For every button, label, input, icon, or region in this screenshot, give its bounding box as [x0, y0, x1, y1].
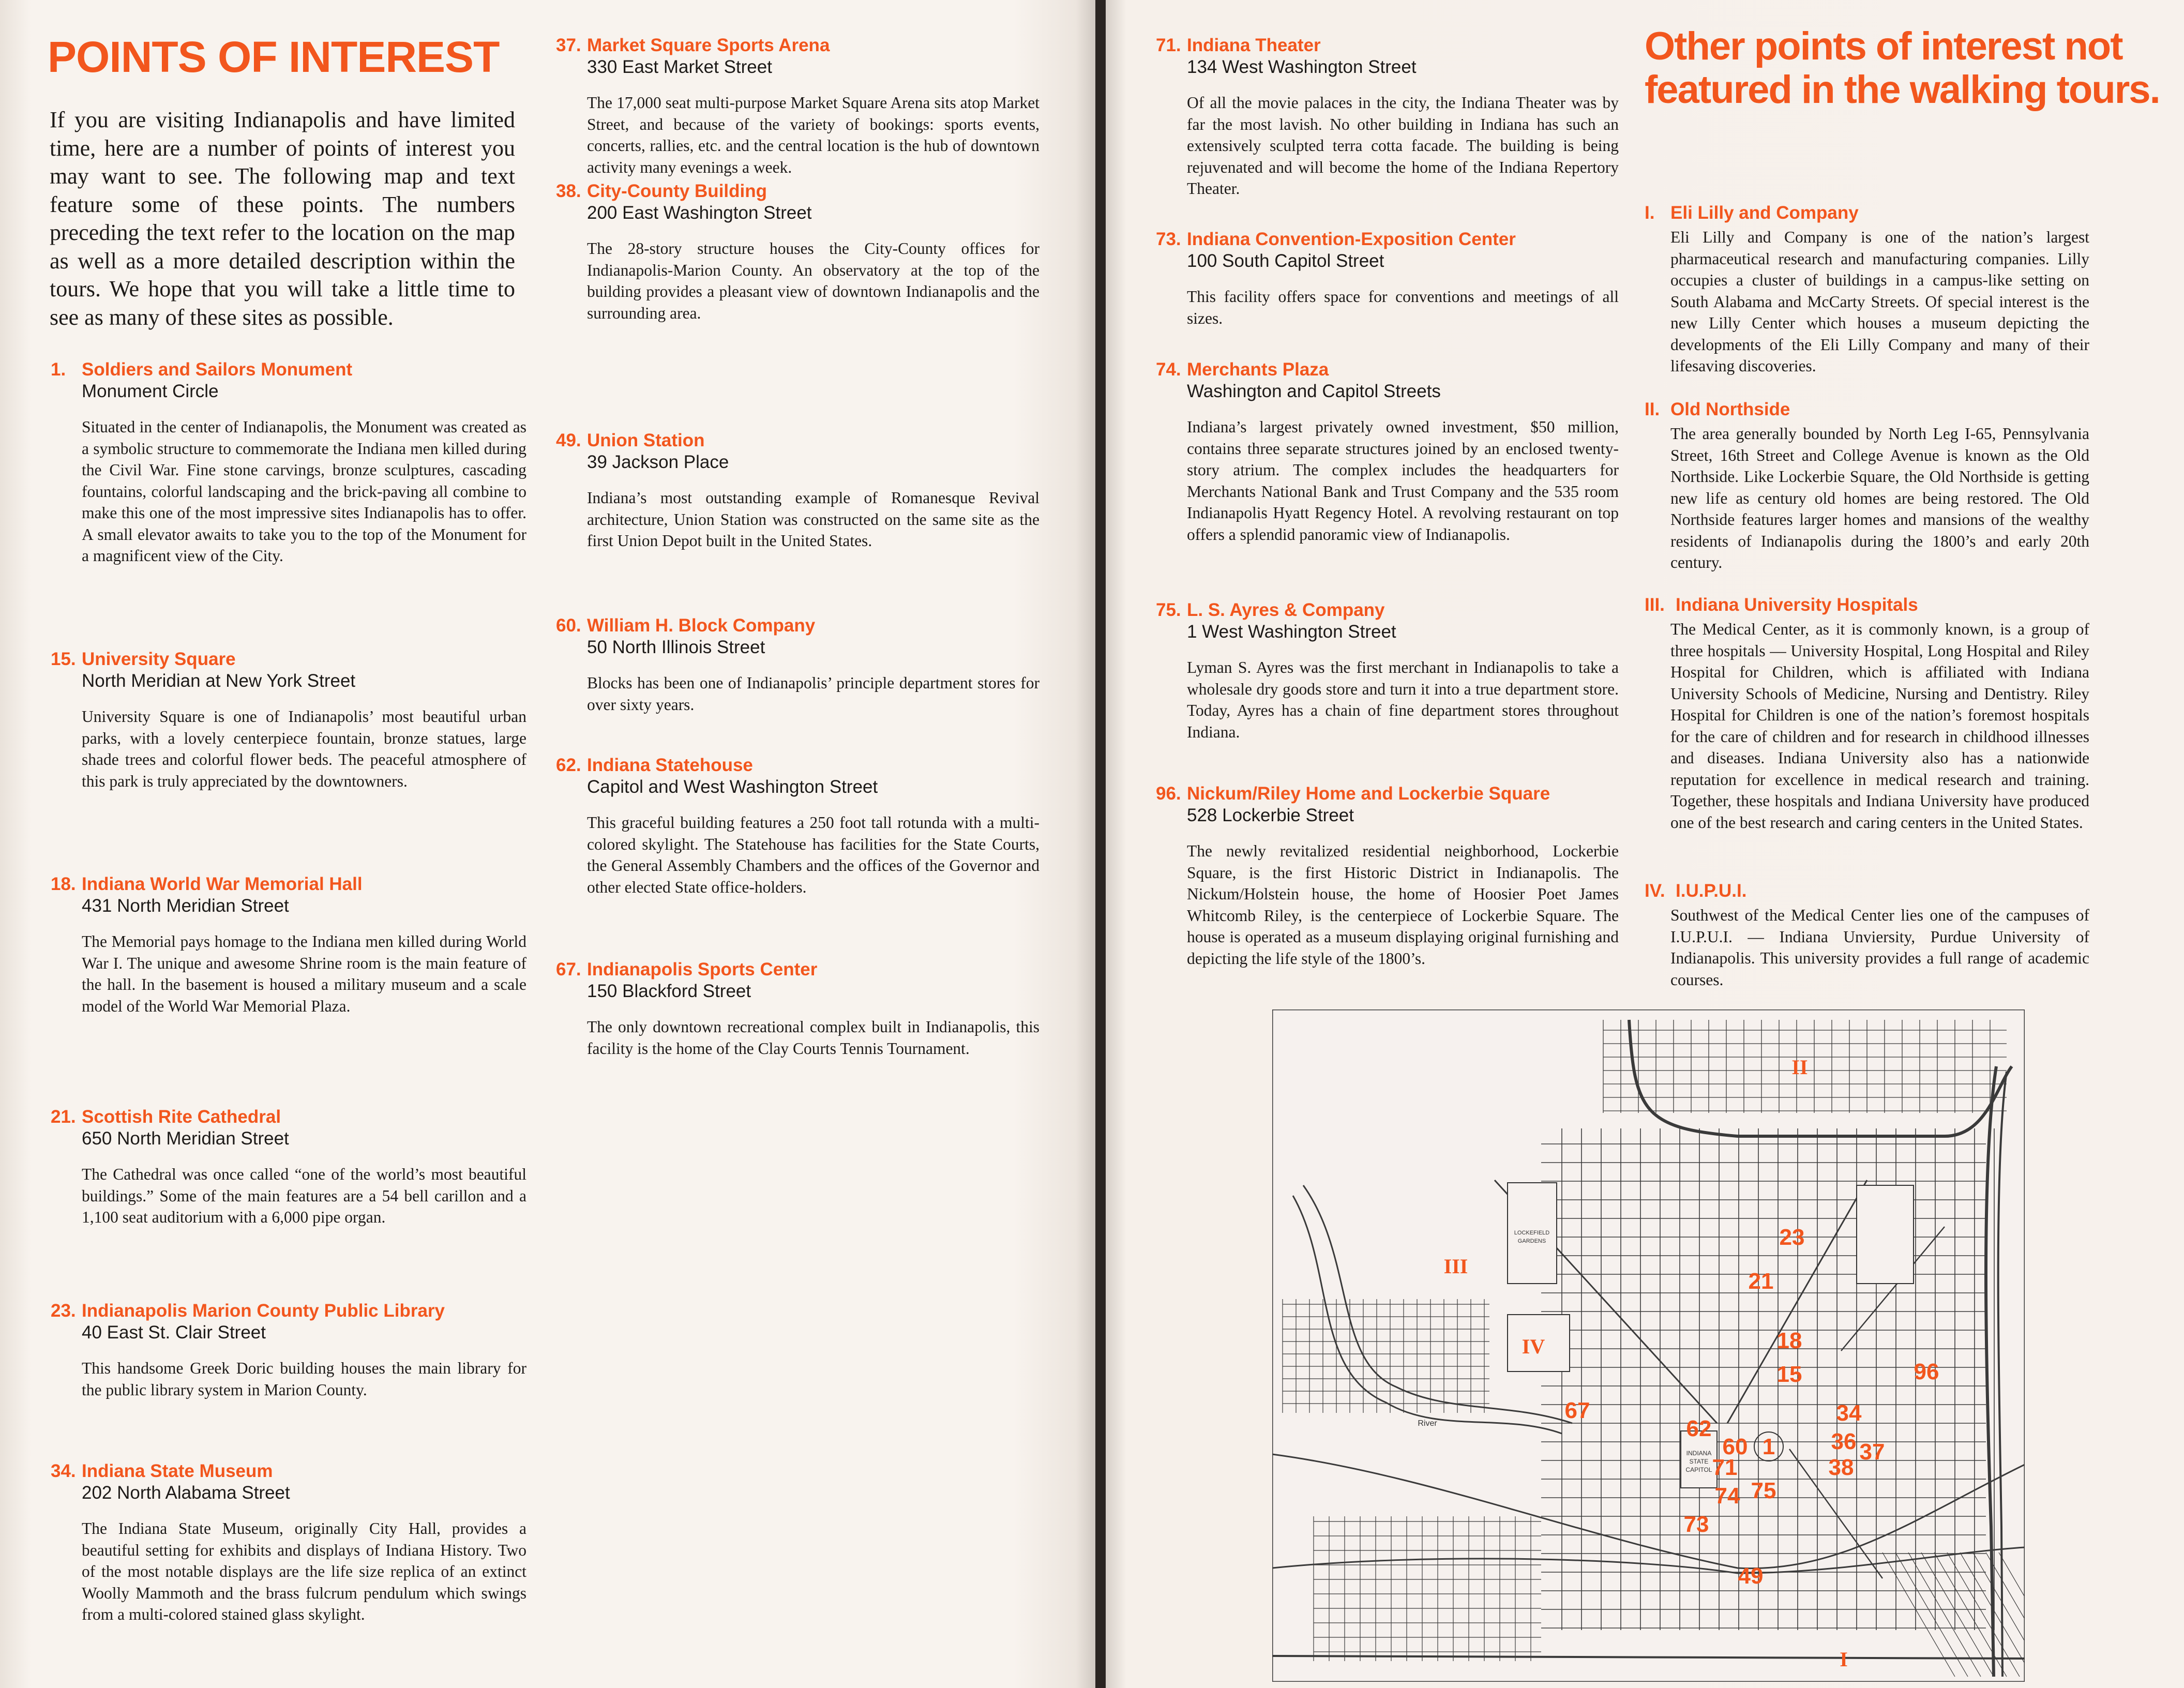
poi-description: Eli Lilly and Company is one of the nation’s largest pharmaceutical research and manufacturing companies. Lilly occupies a cluster of buildings in a campus-like setting on South Alabama and McCarty Streets. Of special interest is the new Lilly Center which houses a museum depicting the developments of the Eli Lilly Company and many of their lifesaving discoveries. [1670, 228, 2089, 375]
poi-description: Indiana’s largest privately owned investment, $50 million, contains three separate structures joined by an enclosed twenty-story atrium. The complex includes the headquarters for Merchants National Bank and Trust Company and the 535 room Indianapolis Hyatt Regency Hotel. A revolving restaurant on top offers a splendid panoramic view of Indianapolis. [1187, 418, 1619, 544]
railroad [1272, 1547, 2025, 1573]
poi-name: Soldiers and Sailors Monument [82, 359, 353, 380]
poi-description: The newly revitalized residential neighborhood, Lockerbie Square, is the first Historic District in Indianapolis. The Nickum/Holstein house, the home of Hoosier Poet James Whitcomb Riley, is the centerpiece of Lockerbie Square. The house is operated as a museum displaying original furnishing and depicting the life style of the 1800’s. [1187, 842, 1619, 968]
poi-name: I.U.P.U.I. [1676, 881, 1747, 901]
poi-description: The 17,000 seat multi-purpose Market Square Arena sits atop Market Street, and because of the variety of bookings: sports events, concerts, rallies, etc. and the central location is the hub of downtown activity many evenings a week. [587, 94, 1040, 176]
interstate-north [1629, 1020, 2012, 1136]
poi-number: 73. [1156, 229, 1181, 249]
poi-name: Indiana Theater [1187, 35, 1321, 55]
poi-address: 650 North Meridian Street [82, 1128, 289, 1149]
poi-entry [556, 35, 1040, 178]
poi-address: 330 East Market Street [587, 57, 772, 77]
poi-number: 96. [1156, 783, 1181, 804]
poi-address: Monument Circle [82, 381, 219, 401]
poi-entry [1156, 35, 1619, 200]
poi-description: Of all the movie palaces in the city, the Indiana Theater was by far the most lavish. No other building in Indiana has such an extensively sculpted terra cotta facade. The building is being rejuvenated and will become the home of the Indiana Repertory Theater. [1187, 94, 1619, 198]
map-marker-1: 1 [1762, 1434, 1775, 1459]
map-marker-34: 34 [1836, 1400, 1862, 1426]
poi-description: The Indiana State Museum, originally City Hall, provides a beautiful setting for exhibits and displays of Indiana History. Two of the most notable displays are the life size replica of an extinct Woolly Mammoth and the brass fulcrum pendulum which swings from a multi-colored stained glass skylight. [82, 1519, 526, 1623]
railroad [1272, 1454, 2025, 1569]
map-marker-75: 75 [1751, 1478, 1776, 1503]
poi-description: The Memorial pays homage to the Indiana men killed during World War I. The unique and awesome Shrine room is the main feature of the hall. In the basement is housed a military museum and a scale model of the World War Memorial Plaza. [82, 932, 526, 1015]
poi-number: 37. [556, 35, 581, 55]
capitol-label: INDIANA [1686, 1450, 1712, 1457]
poi-entry [51, 649, 526, 792]
other-points-title: Other points of interest not featured in the walking tours. [1645, 24, 2160, 112]
poi-name: Indiana World War Memorial Hall [82, 874, 363, 894]
map-marker-74: 74 [1714, 1483, 1740, 1509]
poi-name: Indiana State Museum [82, 1461, 273, 1481]
poi-address: 39 Jackson Place [587, 452, 729, 472]
poi-number: 21. [51, 1107, 76, 1127]
poi-address: 200 East Washington Street [587, 203, 812, 223]
poi-description: The only downtown recreational complex built in Indianapolis, this facility is the home of the Clay Courts Tennis Tournament. [587, 1018, 1040, 1058]
poi-number: 38. [556, 181, 581, 201]
map-roman-marker-II: II [1791, 1056, 1808, 1079]
poi-number: 60. [556, 615, 581, 636]
map-roman-marker-IV: IV [1522, 1335, 1545, 1358]
poi-number: 67. [556, 959, 581, 979]
poi-entry [51, 1301, 526, 1400]
poi-address: North Meridian at New York Street [82, 671, 356, 691]
poi-address: 528 Lockerbie Street [1187, 805, 1354, 825]
downtown-map [1272, 1009, 2025, 1682]
other-poi-entry [1645, 203, 2089, 377]
poi-address: Capitol and West Washington Street [587, 777, 878, 797]
map-marker-62: 62 [1686, 1416, 1712, 1441]
poi-number: IV. [1645, 881, 1665, 901]
poi-name: Indiana University Hospitals [1676, 595, 1918, 615]
poi-entry [1156, 600, 1619, 743]
map-marker-23: 23 [1779, 1225, 1805, 1250]
poi-name: Indianapolis Marion County Public Library [82, 1301, 445, 1321]
poi-name: Union Station [587, 430, 705, 450]
poi-entry [556, 755, 1040, 898]
poi-description: This graceful building features a 250 foot tall rotunda with a multi-colored skylight. The Statehouse has facilities for the State Courts, the General Assembly Chambers and the offices of the Governor and other elected State office-holders. [587, 813, 1040, 896]
map-marker-96: 96 [1914, 1359, 1939, 1384]
poi-description: Southwest of the Medical Center lies one of the campuses of I.U.P.U.I. — Indiana Unviersity, Purdue University of Indianapolis. This university provides a full range of academic courses. [1670, 906, 2089, 989]
gardens-label: LOCKEFIELD [1514, 1230, 1550, 1236]
map-marker-67: 67 [1564, 1398, 1590, 1423]
poi-name: Indianapolis Sports Center [587, 959, 818, 979]
poi-name: Indiana Statehouse [587, 755, 753, 775]
map-marker-49: 49 [1738, 1563, 1764, 1589]
poi-description: Indiana’s most outstanding example of Romanesque Revival architecture, Union Station was constructed on the same site as the first Union Depot built in the United States. [587, 489, 1040, 550]
poi-entry [556, 181, 1040, 324]
poi-description: The Cathedral was once called “one of the world’s most beautiful buildings.” Some of the main features are a 54 bell carillon and a 1,100 seat auditorium with a 6,000 pipe organ. [82, 1165, 526, 1226]
poi-number: 74. [1156, 359, 1181, 380]
book-gutter [1095, 0, 1106, 1688]
poi-number: 49. [556, 430, 581, 450]
map-marker-36: 36 [1831, 1429, 1857, 1454]
intro-paragraph: If you are visiting Indianapolis and have limited time, here are a number of points of interest you may want to see. The following map and text feature some of these points. The numbers preceding the text refer to the location on the map as well as a more detailed description within the tours. We hope that you will take a little time to see as many of these sites as possible. [50, 107, 515, 330]
page-title: POINTS OF INTEREST [48, 33, 500, 81]
poi-description: The area generally bounded by North Leg I-65, Pennsylvania Street, 16th Street and College Avenue is known as the Old Northside. Like Lockerbie Square, the Old Northside is getting new life as century old homes are being restored. The Old Northside features larger homes and mansions of the wealthy residents of Indianapolis during the 1800’s and early 20th century. [1670, 425, 2089, 571]
capitol-label: STATE [1689, 1458, 1709, 1465]
poi-address: 431 North Meridian Street [82, 896, 289, 916]
poi-description: This facility offers space for conventions and meetings of all sizes. [1187, 288, 1619, 327]
poi-name: Nickum/Riley Home and Lockerbie Square [1187, 783, 1550, 804]
poi-name: Merchants Plaza [1187, 359, 1329, 380]
poi-description: The Medical Center, as it is commonly known, is a group of three hospitals — University Hospital, Long Hospital and Riley Hospital for Children, which is affiliated with Indiana University Schools of Medicine, Nursing and Dentistry. Riley Hospital for Children is one of the nation’s foremost hospitals for the care of children and for research in childhood illnesses and diseases. Indiana University also has a nationwide reputation for excellence in medical research and training. Together, these hospitals and Indiana University have produced one of the best research and caring centers in the United States. [1670, 620, 2089, 832]
poi-number: 75. [1156, 600, 1181, 620]
poi-entry [1156, 359, 1619, 545]
capitol-label: CAPITOL [1685, 1466, 1712, 1473]
map-marker-60: 60 [1722, 1434, 1748, 1459]
poi-address: 202 North Alabama Street [82, 1483, 290, 1503]
map-marker-73: 73 [1683, 1512, 1709, 1537]
poi-entry [1156, 783, 1619, 969]
poi-entry [556, 615, 1040, 715]
other-poi-entry [1645, 881, 2089, 990]
poi-description: Lyman S. Ayres was the first merchant in Indianapolis to take a wholesale dry goods store and turn it into a true department store. Today, Ayres has a chain of fine department stores throughout Indiana. [1187, 658, 1619, 741]
poi-name: University Square [82, 649, 236, 669]
map-marker-71: 71 [1712, 1455, 1738, 1480]
poi-description: University Square is one of Indianapolis’ most beautiful urban parks, with a lovely centerpiece fountain, bronze statues, large shade trees and colorful flower beds. The peaceful atmosphere of this park is truly appreciated by the downtowners. [82, 707, 526, 790]
poi-name: City-County Building [587, 181, 767, 201]
map-marker-15: 15 [1776, 1362, 1802, 1387]
other-poi-entry [1645, 595, 2089, 833]
interstate-east [1986, 1066, 1996, 1677]
poi-number: 62. [556, 755, 581, 775]
poi-name: William H. Block Company [587, 615, 816, 636]
poi-entry [51, 1107, 526, 1228]
park-block [1857, 1185, 1914, 1284]
poi-number: III. [1645, 595, 1665, 615]
poi-entry [556, 959, 1040, 1059]
poi-number: 23. [51, 1301, 76, 1321]
poi-number: I. [1645, 203, 1655, 223]
poi-address: Washington and Capitol Streets [1187, 381, 1441, 401]
other-poi-entry [1645, 399, 2089, 574]
poi-name: Scottish Rite Cathedral [82, 1107, 281, 1127]
poi-name: Indiana Convention-Exposition Center [1187, 229, 1516, 249]
poi-name: Eli Lilly and Company [1670, 203, 1859, 223]
poi-address: 1 West Washington Street [1187, 622, 1396, 642]
poi-number: 71. [1156, 35, 1181, 55]
railroad [1272, 1656, 2025, 1659]
map-marker-18: 18 [1776, 1328, 1802, 1353]
street-map-graphic [1272, 1009, 2025, 1682]
poi-name: Old Northside [1670, 399, 1790, 419]
poi-number: 1. [51, 359, 66, 380]
poi-name: Market Square Sports Arena [587, 35, 830, 55]
poi-address: 40 East St. Clair Street [82, 1322, 266, 1343]
poi-description: The 28-story structure houses the City-County offices for Indianapolis-Marion County. An observatory at the top of the building provides a pleasant view of downtown Indianapolis and the surrounding area. [587, 239, 1040, 322]
map-marker-37: 37 [1859, 1439, 1885, 1465]
map-roman-marker-III: III [1443, 1255, 1468, 1278]
map-marker-21: 21 [1748, 1269, 1774, 1294]
poi-entry [51, 874, 526, 1017]
poi-address: 50 North Illinois Street [587, 637, 765, 657]
map-marker-38: 38 [1828, 1455, 1854, 1480]
poi-address: 134 West Washington Street [1187, 57, 1417, 77]
poi-entry [556, 430, 1040, 552]
poi-address: 100 South Capitol Street [1187, 251, 1384, 271]
poi-number: 18. [51, 874, 76, 894]
map-roman-marker-I: I [1840, 1648, 1848, 1671]
poi-number: 15. [51, 649, 76, 669]
poi-number: II. [1645, 399, 1660, 419]
gardens-label: GARDENS [1517, 1238, 1546, 1244]
poi-number: 34. [51, 1461, 76, 1481]
poi-description: Blocks has been one of Indianapolis’ principle department stores for over sixty years. [587, 674, 1040, 714]
poi-description: Situated in the center of Indianapolis, the Monument was created as a symbolic structure to commemorate the Indiana men killed during the Civil War. Fine stone carvings, bronze sculptures, cascading fountains, colorful landscaping and the brick-paving all combine to make this one of the most impressive sites Indianapolis has to offer. A small elevator awaits to take you to the top of the Monument for a magnificent view of the City. [82, 418, 526, 565]
poi-description: This handsome Greek Doric building houses the main library for the public library system in Marion County. [82, 1359, 526, 1399]
poi-address: 150 Blackford Street [587, 981, 751, 1001]
poi-entry [51, 359, 526, 567]
poi-entry [1156, 229, 1619, 329]
poi-name: L. S. Ayres & Company [1187, 600, 1385, 620]
poi-entry [51, 1461, 526, 1625]
river-label: River [1418, 1419, 1437, 1428]
